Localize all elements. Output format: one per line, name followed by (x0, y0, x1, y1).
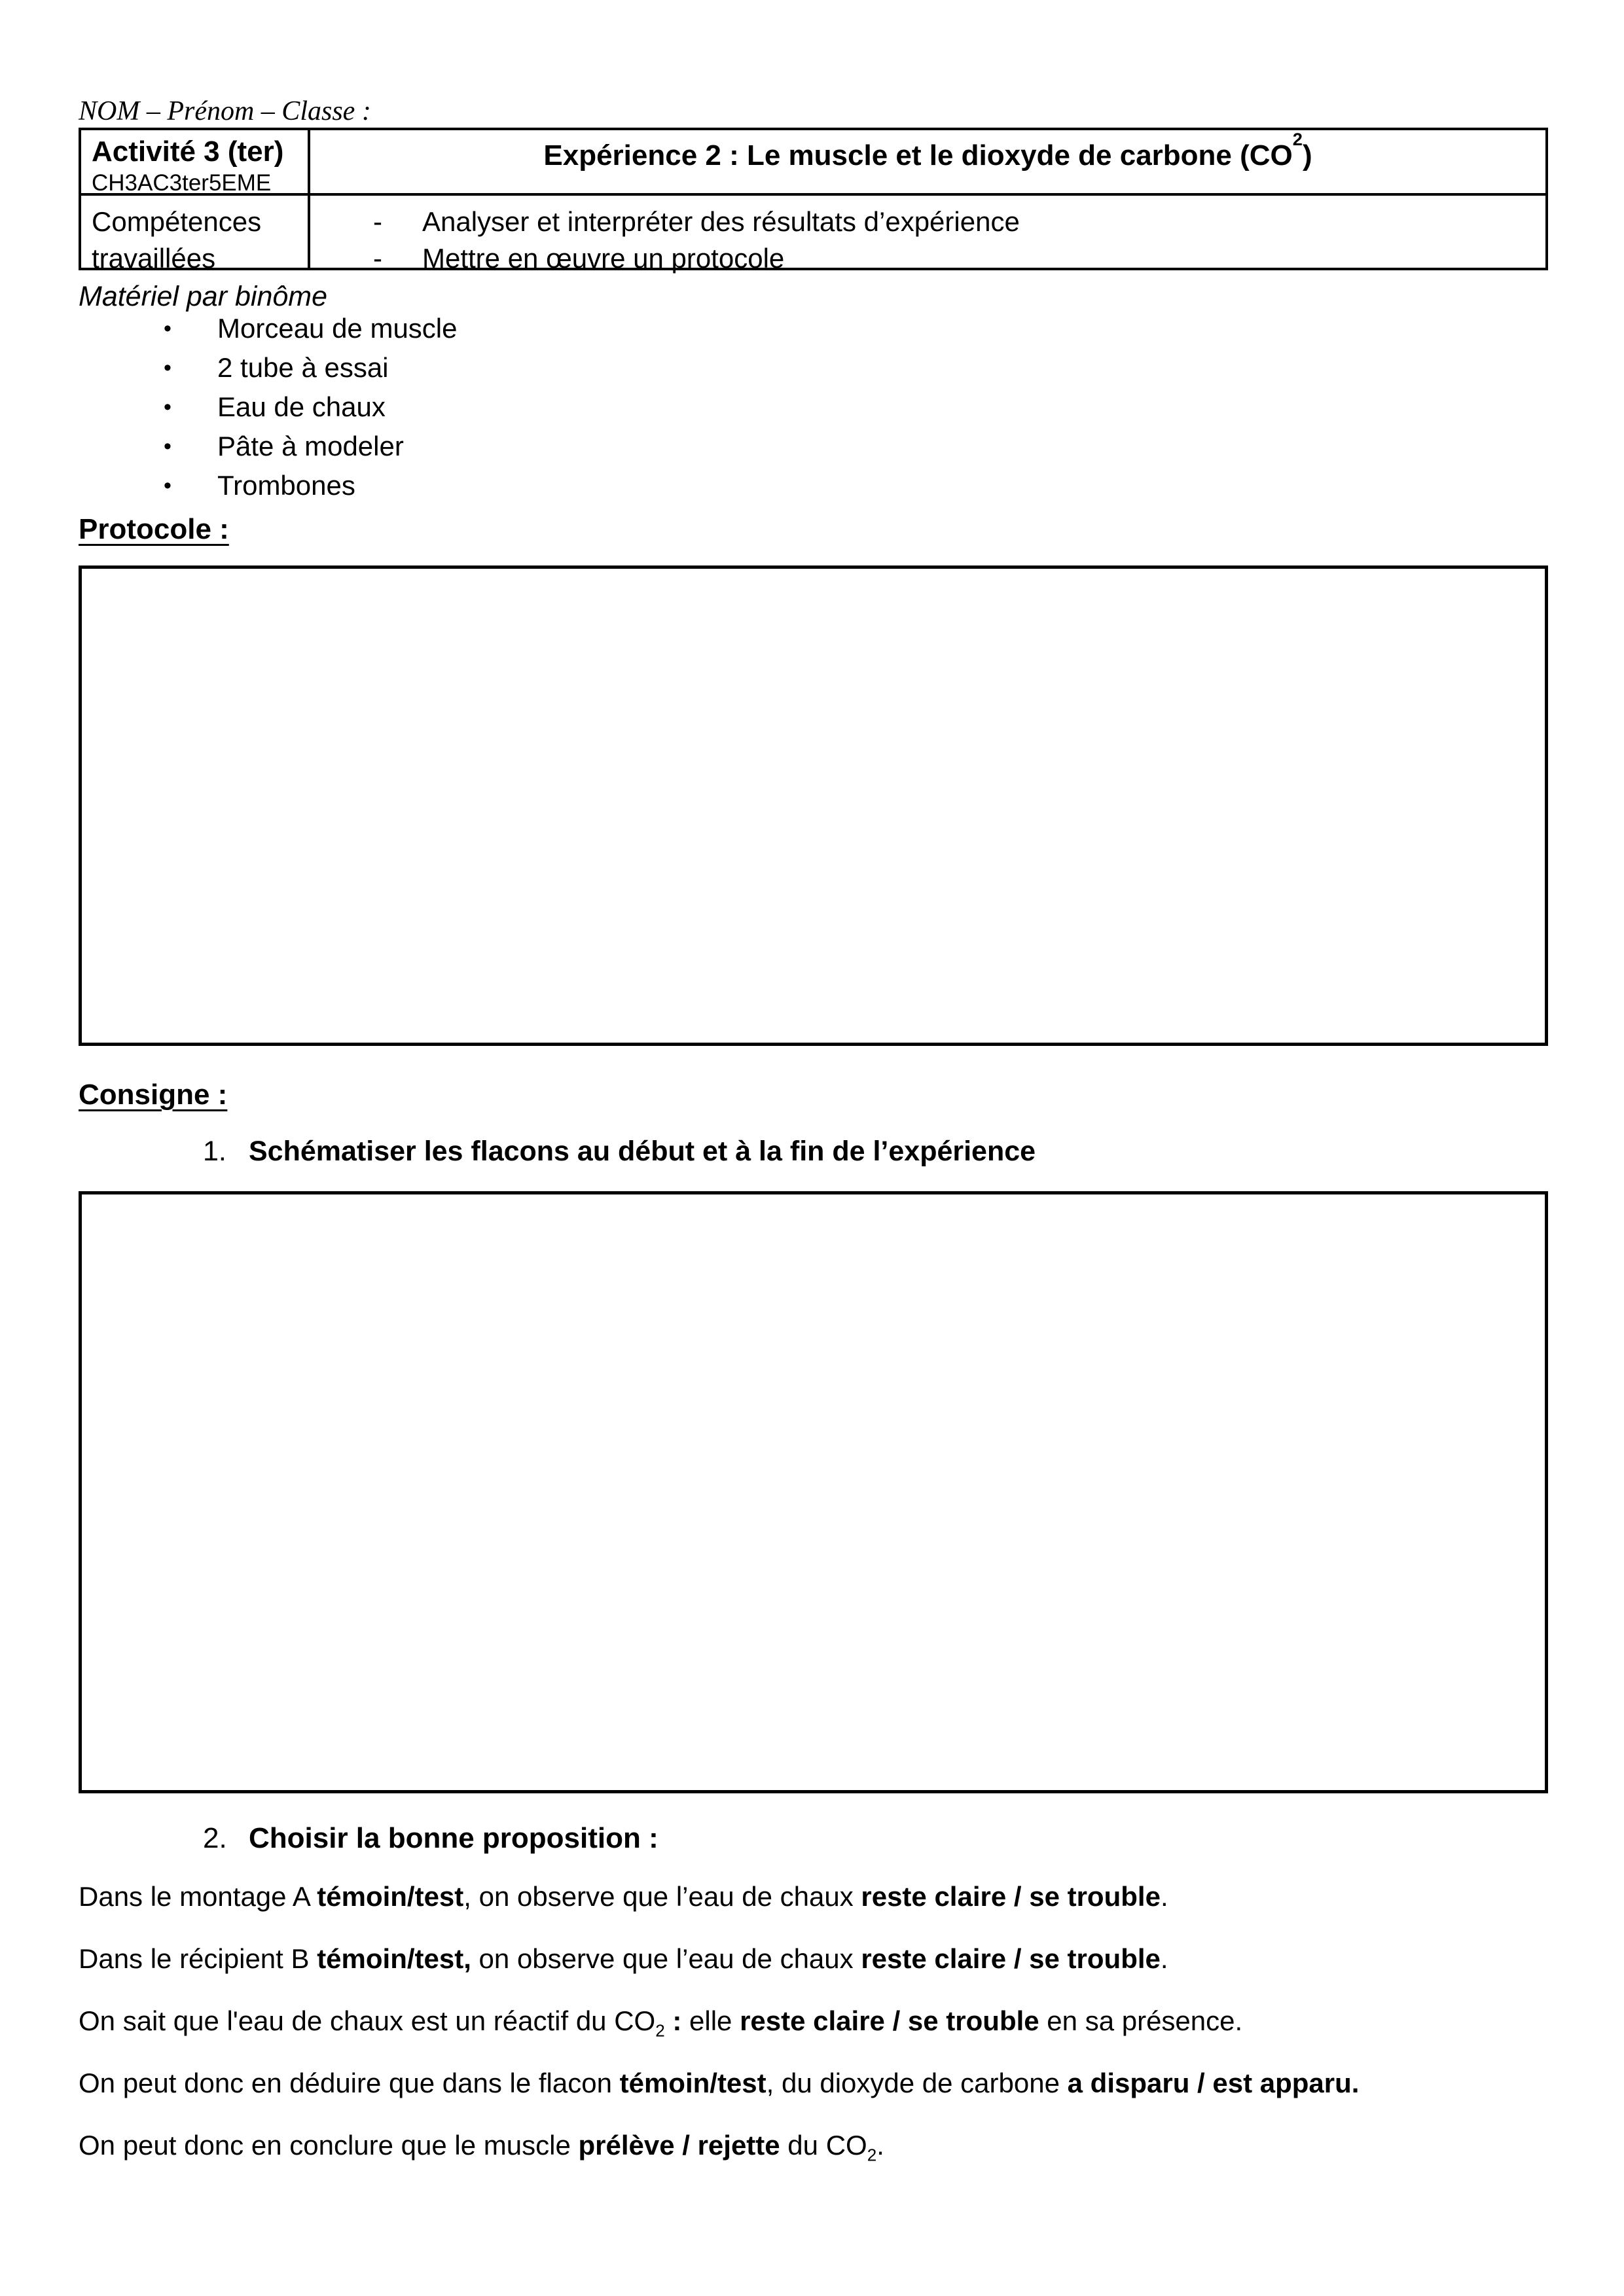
list-item (79, 309, 1548, 348)
material-text: 2 tube à essai (217, 352, 389, 383)
proposition-line: On sait que l'eau de chaux est un réactif du $CO_2$ : elle reste claire / se trouble en sa présence. (79, 2005, 1243, 2041)
activity-code: CH3AC3ter5EME (92, 170, 272, 196)
list-item (79, 348, 1548, 387)
bullet-icon: • (164, 433, 171, 459)
materials-list (79, 309, 1548, 505)
dash-bullet-icon: - (373, 206, 382, 237)
name-class-line: NOM – Prénom – Classe : (79, 96, 371, 126)
materials-heading: Matériel par binôme (79, 281, 328, 312)
proposition-line: On peut donc en déduire que dans le flacon témoin/test, du dioxyde de carbone a disparu / est apparu. (79, 2068, 1360, 2098)
table-row-title (81, 130, 1545, 196)
item-number: 1. (203, 1136, 226, 1167)
consigne-heading: Consigne : (79, 1079, 228, 1111)
skills-label-cell (81, 196, 310, 274)
activity-info-table (79, 128, 1548, 274)
material-text: Morceau de muscle (217, 313, 458, 344)
schema-answer-box[interactable] (79, 1191, 1548, 1793)
consigne-item-1 (79, 1135, 1036, 1168)
consigne-item-2 (79, 1822, 659, 1855)
item-text: Schématiser les flacons au début et à la fin de l’expérience (249, 1136, 1036, 1167)
table-row-skills (81, 196, 1545, 274)
bullet-icon: • (164, 315, 171, 341)
skill-item (310, 204, 1545, 240)
skill-text: Mettre en œuvre un protocole (422, 243, 785, 274)
skills-list (310, 196, 1545, 274)
material-text: Trombones (217, 470, 355, 501)
propositions-block (79, 1882, 1571, 2193)
proposition-line: Dans le récipient B témoin/test, on observe que l’eau de chaux reste claire / se trouble. (79, 1943, 1168, 1974)
material-text: Pâte à modeler (217, 431, 404, 461)
list-item (79, 387, 1548, 427)
item-number: 2. (203, 1822, 227, 1854)
proposition-line: Dans le montage A témoin/test, on observe que l’eau de chaux reste claire / se trouble. (79, 1881, 1168, 1912)
experiment-title: Expérience 2 : Le muscle et le dioxyde de carbone (CO 2 ) (543, 129, 1312, 171)
item-text: Choisir la bonne proposition : (249, 1822, 659, 1854)
list-item (79, 466, 1548, 505)
activity-title: Activité 3 (ter) (92, 135, 284, 168)
bullet-icon: • (164, 394, 171, 420)
bullet-icon: • (164, 473, 171, 498)
skill-text: Analyser et interpréter des résultats d’expérience (422, 206, 1020, 237)
skill-item (310, 240, 1545, 277)
dash-bullet-icon: - (373, 243, 382, 274)
bullet-icon: • (164, 355, 171, 380)
activity-cell (81, 130, 310, 196)
list-item (79, 427, 1548, 466)
experiment-title-cell (310, 130, 1545, 193)
proposition-line: On peut donc en conclure que le muscle prélève / rejette du $CO_2$. (79, 2130, 884, 2165)
protocole-heading: Protocole : (79, 513, 229, 545)
protocole-answer-box[interactable] (79, 565, 1548, 1046)
skills-label: Compétences travaillées (92, 206, 262, 274)
material-text: Eau de chaux (217, 391, 386, 422)
